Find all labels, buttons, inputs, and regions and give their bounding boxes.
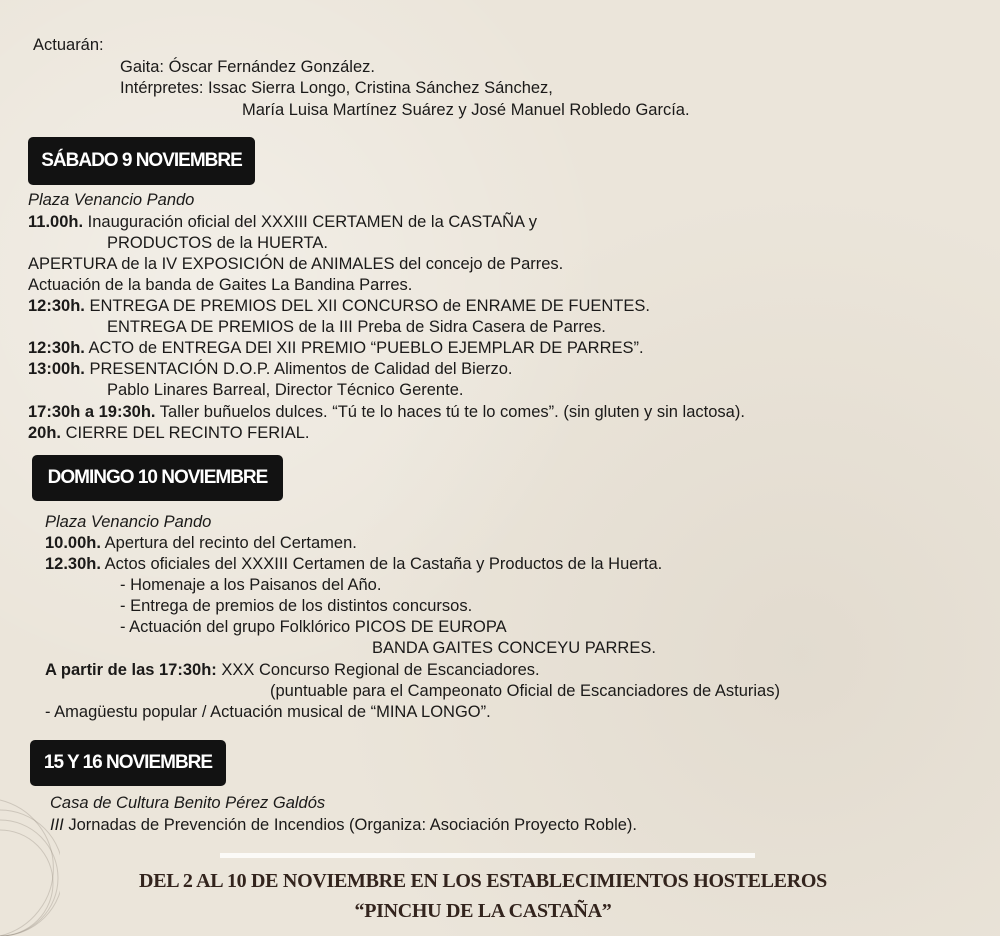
event: ENTREGA DE PREMIOS DEL XII CONCURSO de ENRAME DE FUENTES. xyxy=(84,297,650,315)
schedule-item: - Homenaje a los Paisanos del Año. xyxy=(120,576,382,594)
time: A partir de las 17:30h: xyxy=(45,661,217,679)
badge-label: DOMINGO 10 NOVIEMBRE xyxy=(47,467,268,488)
roman-numeral: III xyxy=(50,816,64,834)
time: 12.30h. xyxy=(45,555,101,573)
schedule-item: Pablo Linares Barreal, Director Técnico Gerente. xyxy=(107,381,464,399)
badge-label: 15 Y 16 NOVIEMBRE xyxy=(43,752,213,773)
schedule-item xyxy=(28,212,992,232)
place: Plaza Venancio Pando xyxy=(28,191,195,209)
event: Apertura del recinto del Certamen. xyxy=(100,534,357,552)
event: CIERRE DEL RECINTO FERIAL. xyxy=(61,424,310,442)
event: XXX Concurso Regional de Escanciadores. xyxy=(216,661,540,679)
schedule-item xyxy=(28,296,992,316)
schedule-item xyxy=(45,660,992,680)
schedule-item xyxy=(28,402,992,422)
footer-line-1: DEL 2 AL 10 DE NOVIEMBRE EN LOS ESTABLECIMIENTOS HOSTELEROS xyxy=(139,870,827,892)
schedule-item: APERTURA de la IV EXPOSICIÓN de ANIMALES del concejo de Parres. xyxy=(28,255,564,273)
time: 10.00h. xyxy=(45,534,101,552)
event: Actos oficiales del XXXIII Certamen de la Castaña y Productos de la Huerta. xyxy=(100,555,663,573)
schedule-item: - Actuación del grupo Folklórico PICOS DE EUROPA xyxy=(120,618,507,636)
schedule-item: Actuación de la banda de Gaites La Bandina Parres. xyxy=(28,276,413,294)
event: Jornadas de Prevención de Incendios (Organiza: Asociación Proyecto Roble). xyxy=(63,816,638,834)
schedule-item: - Entrega de premios de los distintos concursos. xyxy=(120,597,473,615)
schedule-item xyxy=(28,338,992,358)
day-badge-sabado xyxy=(28,137,255,185)
event: Taller buñuelos dulces. “Tú te lo haces tú te lo comes”. (sin gluten y sin lactosa). xyxy=(155,403,745,421)
time: 12:30h. xyxy=(28,339,85,357)
schedule-item xyxy=(28,423,992,443)
badge-label: SÁBADO 9 NOVIEMBRE xyxy=(41,150,242,171)
schedule-item: - Amagüestu popular / Actuación musical de “MINA LONGO”. xyxy=(45,703,491,721)
event: PRESENTACIÓN D.O.P. Alimentos de Calidad del Bierzo. xyxy=(84,360,513,378)
schedule-item xyxy=(28,359,992,379)
gaita-line: Gaita: Óscar Fernández González. xyxy=(120,58,375,76)
time: 17:30h a 19:30h. xyxy=(28,403,156,421)
event: Inauguración oficial del XXXIII CERTAMEN de la CASTAÑA y xyxy=(83,213,537,231)
day-badge-domingo xyxy=(32,455,283,501)
place: Plaza Venancio Pando xyxy=(45,513,212,531)
performers-label: Actuarán: xyxy=(33,36,104,54)
divider xyxy=(220,853,755,858)
time: 12:30h. xyxy=(28,297,85,315)
schedule-item: BANDA GAITES CONCEYU PARRES. xyxy=(372,639,656,657)
event: ACTO de ENTREGA DEl XII PREMIO “PUEBLO EJEMPLAR DE PARRES”. xyxy=(84,339,644,357)
interpretes-line-1: Intérpretes: Issac Sierra Longo, Cristina Sánchez Sánchez, xyxy=(120,79,553,97)
schedule-item: (puntuable para el Campeonato Oficial de Escanciadores de Asturias) xyxy=(270,682,780,700)
place: Casa de Cultura Benito Pérez Galdós xyxy=(50,794,326,812)
interpretes-line-2: María Luisa Martínez Suárez y José Manuel Robledo García. xyxy=(242,101,690,119)
time: 13:00h. xyxy=(28,360,85,378)
footer-line-2: “PINCHU DE LA CASTAÑA” xyxy=(354,900,612,922)
schedule-item xyxy=(45,554,992,574)
schedule-item: ENTREGA DE PREMIOS de la III Preba de Sidra Casera de Parres. xyxy=(107,318,606,336)
schedule-item xyxy=(50,815,992,835)
time: 20h. xyxy=(28,424,62,442)
schedule-item: PRODUCTOS de la HUERTA. xyxy=(107,234,328,252)
schedule-item xyxy=(45,533,992,553)
day-badge-15-16 xyxy=(30,740,226,786)
time: 11.00h. xyxy=(28,213,84,231)
